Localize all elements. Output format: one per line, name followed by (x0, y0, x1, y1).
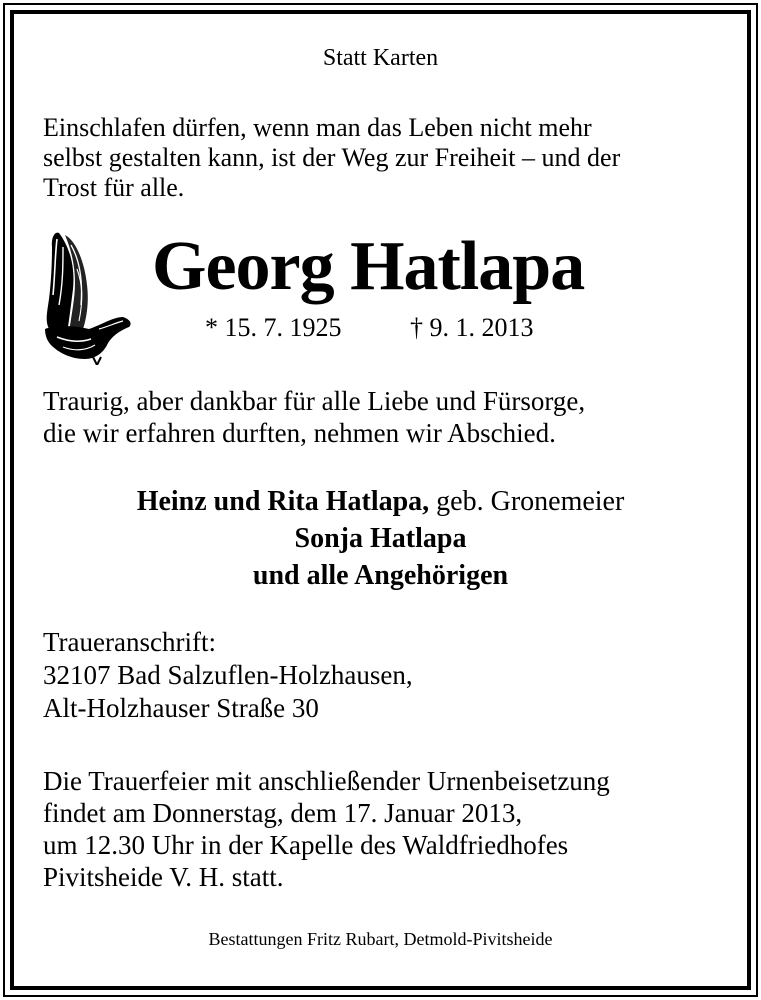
address-line: Alt-Holzhauser Straße 30 (43, 693, 319, 723)
death-date: † 9. 1. 2013 (410, 313, 534, 342)
ceremony-line: Die Trauerfeier mit anschließender Urnenbeisetzung (43, 766, 610, 796)
motto-line: Einschlafen dürfen, wenn man das Leben nicht mehr (43, 113, 592, 142)
mourner-maiden-name: geb. Gronemeier (429, 486, 625, 517)
motto-line: selbst gestalten kann, ist der Weg zur Freiheit – und der (43, 143, 621, 172)
thanks-text (43, 385, 585, 449)
ceremony-line: Pivitsheide V. H. statt. (43, 862, 284, 892)
ceremony-info (43, 765, 610, 893)
deceased-name: Georg Hatlapa (152, 228, 585, 305)
mourning-address (43, 626, 413, 725)
notice-header: Statt Karten (322, 45, 439, 71)
mourner-line (0, 483, 761, 520)
mourner-names: Heinz und Rita Hatlapa, (136, 486, 430, 517)
mourner-line: Sonja Hatlapa (294, 523, 467, 554)
address-line: 32107 Bad Salzuflen-Holzhausen, (43, 660, 413, 690)
thanks-line: Traurig, aber dankbar für alle Liebe und Fürsorge, (43, 386, 586, 416)
motto-text (43, 113, 620, 203)
funeral-home: Bestattungen Fritz Rubart, Detmold-Pivitsheide (208, 929, 553, 949)
mourner-line: und alle Angehörigen (252, 560, 509, 591)
motto-line: Trost für alle. (43, 173, 185, 202)
praying-hands-icon (37, 225, 137, 365)
birth-date: * 15. 7. 1925 (205, 313, 342, 342)
ceremony-line: um 12.30 Uhr in der Kapelle des Waldfriedhofes (43, 830, 569, 860)
address-line: Traueranschrift: (43, 627, 216, 657)
mourners-list (0, 483, 761, 594)
ceremony-line: findet am Donnerstag, dem 17. Januar 2013, (43, 798, 523, 828)
thanks-line: die wir erfahren durften, nehmen wir Abschied. (43, 418, 556, 448)
